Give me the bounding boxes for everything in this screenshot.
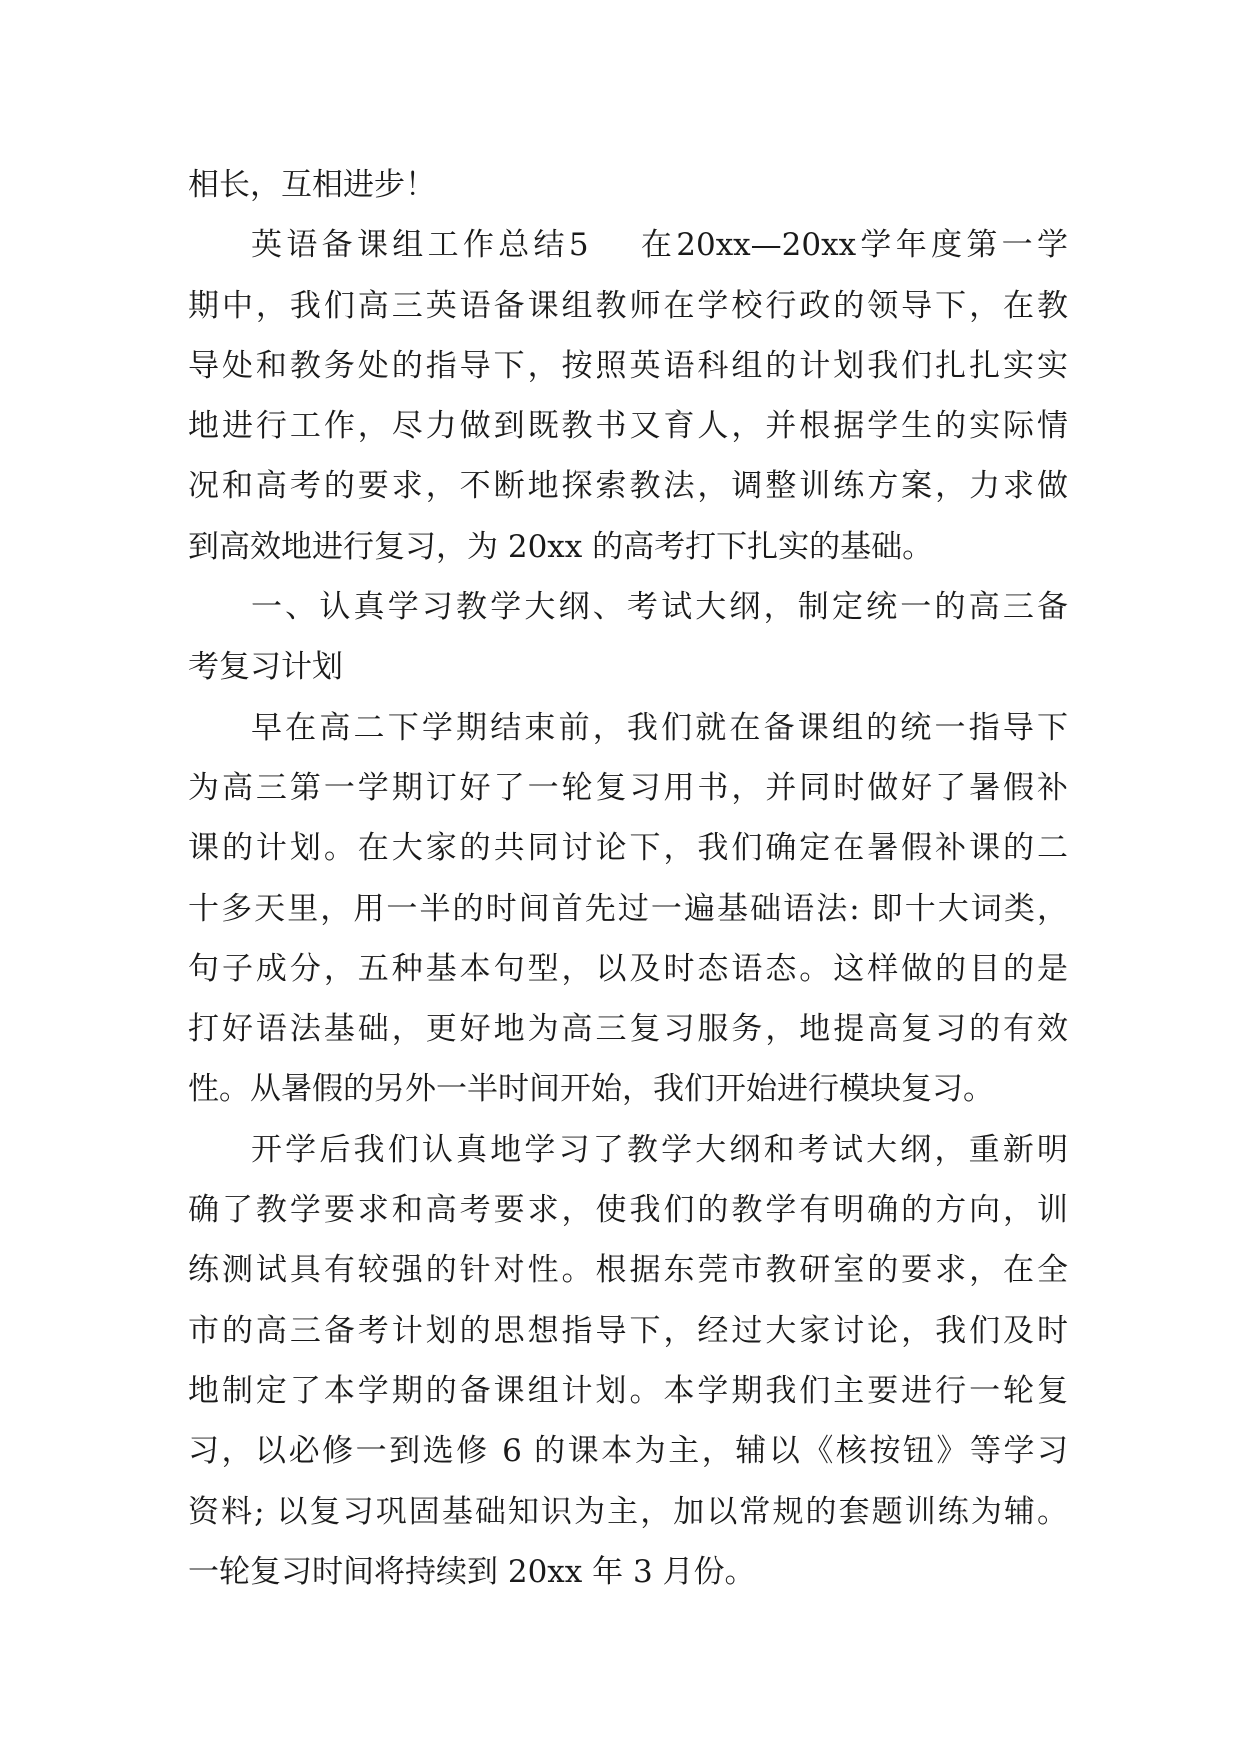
text-line: 为高三第一学期订好了一轮复习用书，并同时做好了暑假补 — [188, 769, 1068, 806]
text-line: 练测试具有较强的针对性。根据东莞市教研室的要求，在全 — [188, 1252, 1068, 1289]
section-heading-line: 考复习计划 — [188, 649, 343, 686]
text-line: 课的计划。在大家的共同讨论下，我们确定在暑假补课的二 — [188, 830, 1068, 867]
text-line: 资料; 以复习巩固基础知识为主，加以常规的套题训练为辅。 — [188, 1493, 1068, 1530]
text-line: 一轮复习时间将持续到 20xx 年 3 月份。 — [188, 1553, 756, 1590]
text-line: 期中，我们高三英语备课组教师在学校行政的领导下，在教 — [188, 287, 1068, 324]
text-line: 相长，互相进步！ — [188, 167, 436, 203]
text-line: 确了教学要求和高考要求，使我们的教学有明确的方向，训 — [188, 1192, 1068, 1229]
text-line: 早在高二下学期结束前，我们就在备课组的统一指导下 — [251, 709, 1068, 746]
text-line: 打好语法基础，更好地为高三复习服务，地提高复习的有效 — [188, 1011, 1068, 1048]
text-line: 地制定了本学期的备课组计划。本学期我们主要进行一轮复 — [188, 1372, 1068, 1409]
text-line: 市的高三备考计划的思想指导下，经过大家讨论，我们及时 — [188, 1312, 1068, 1349]
text-fragment: 在20xx—20xx学年度第一学 — [636, 227, 1068, 264]
text-line: 句子成分，五种基本句型，以及时态语态。这样做的目的是 — [188, 950, 1068, 987]
text-line: 性。从暑假的另外一半时间开始，我们开始进行模块复习。 — [188, 1071, 994, 1108]
text-line: 导处和教务处的指导下，按照英语科组的计划我们扎扎实实 — [188, 347, 1068, 384]
section-heading-line: 一、认真学习教学大纲、考试大纲，制定统一的高三备 — [251, 589, 1068, 626]
text-line: 地进行工作，尽力做到既教书又育人，并根据学生的实际情 — [188, 408, 1068, 445]
text-line: 开学后我们认真地学习了教学大纲和考试大纲，重新明 — [251, 1131, 1068, 1168]
text-line: 到高效地进行复习，为 20xx 的高考打下扎实的基础。 — [188, 528, 934, 565]
text-line: 十多天里，用一半的时间首先过一遍基础语法: 即十大词类， — [188, 890, 1068, 927]
text-line: 习，以必修一到选修 6 的课本为主，辅以《核按钮》等学习 — [188, 1433, 1068, 1470]
document-body — [188, 155, 1068, 1602]
section-title: 英语备课组工作总结5 — [251, 227, 589, 264]
text-line — [188, 215, 1068, 275]
text-line: 况和高考的要求，不断地探索教法，调整训练方案，力求做 — [188, 468, 1068, 505]
